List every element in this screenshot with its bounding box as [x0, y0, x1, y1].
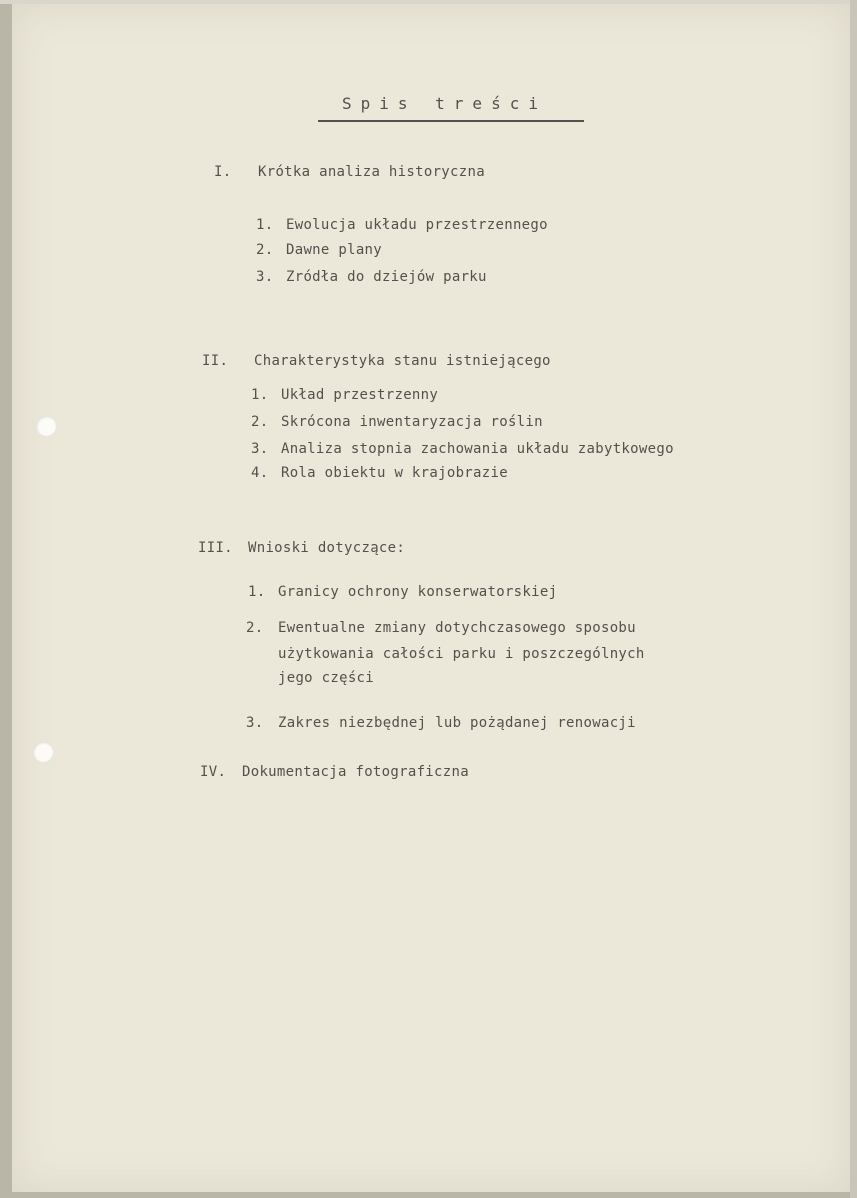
item-text: Granicy ochrony konserwatorskiej	[278, 584, 558, 600]
list-item	[251, 465, 508, 481]
section-title: Dokumentacja fotograficzna	[242, 764, 469, 780]
list-item	[246, 620, 636, 636]
title-underline	[318, 120, 584, 122]
item-number: 3.	[246, 715, 264, 731]
section-numeral: IV.	[200, 764, 227, 780]
item-text: Ewolucja układu przestrzennego	[286, 217, 548, 233]
item-number: 3.	[251, 441, 269, 457]
section-title: Krótka analiza historyczna	[258, 164, 485, 180]
item-number: 3.	[256, 269, 274, 285]
item-number: 4.	[251, 465, 269, 481]
list-item	[256, 217, 548, 233]
list-item	[246, 715, 636, 731]
item-number: 2.	[251, 414, 269, 430]
item-text: Rola obiektu w krajobrazie	[281, 465, 508, 481]
section-numeral: II.	[202, 353, 229, 369]
section-numeral: III.	[198, 540, 233, 556]
item-text: Zródła do dziejów parku	[286, 269, 487, 285]
document-page	[12, 4, 850, 1192]
item-text: Skrócona inwentaryzacja roślin	[281, 414, 543, 430]
section-numeral: I.	[214, 164, 232, 180]
punch-hole	[36, 416, 56, 436]
item-text: Dawne plany	[286, 242, 383, 258]
list-item-continuation	[278, 646, 645, 662]
section-heading	[200, 764, 469, 780]
list-item	[256, 269, 487, 285]
item-number: 2.	[256, 242, 274, 258]
item-text-line: użytkowania całości parku i poszczególnych	[278, 646, 645, 662]
section-heading	[214, 164, 485, 180]
section-title: Charakterystyka stanu istniejącego	[254, 353, 551, 369]
item-text: Zakres niezbędnej lub pożądanej renowacji	[278, 715, 636, 731]
item-text-line: Ewentualne zmiany dotychczasowego sposobu	[278, 620, 636, 636]
item-number: 1.	[248, 584, 266, 600]
list-item-continuation	[278, 670, 374, 686]
item-text: Analiza stopnia zachowania układu zabytkowego	[281, 441, 674, 457]
section-title: Wnioski dotyczące:	[248, 540, 406, 556]
section-heading	[202, 353, 551, 369]
list-item	[251, 441, 674, 457]
item-number: 1.	[251, 387, 269, 403]
list-item	[251, 387, 438, 403]
list-item	[251, 414, 543, 430]
item-number: 1.	[256, 217, 274, 233]
item-text-line: jego części	[278, 670, 375, 686]
item-text: Układ przestrzenny	[281, 387, 439, 403]
item-number: 2.	[246, 620, 264, 636]
list-item	[248, 584, 557, 600]
page-title: Spis treści	[342, 94, 547, 113]
scan-right-edge	[850, 0, 857, 1198]
list-item	[256, 242, 382, 258]
section-heading	[198, 540, 405, 556]
punch-hole	[33, 742, 53, 762]
